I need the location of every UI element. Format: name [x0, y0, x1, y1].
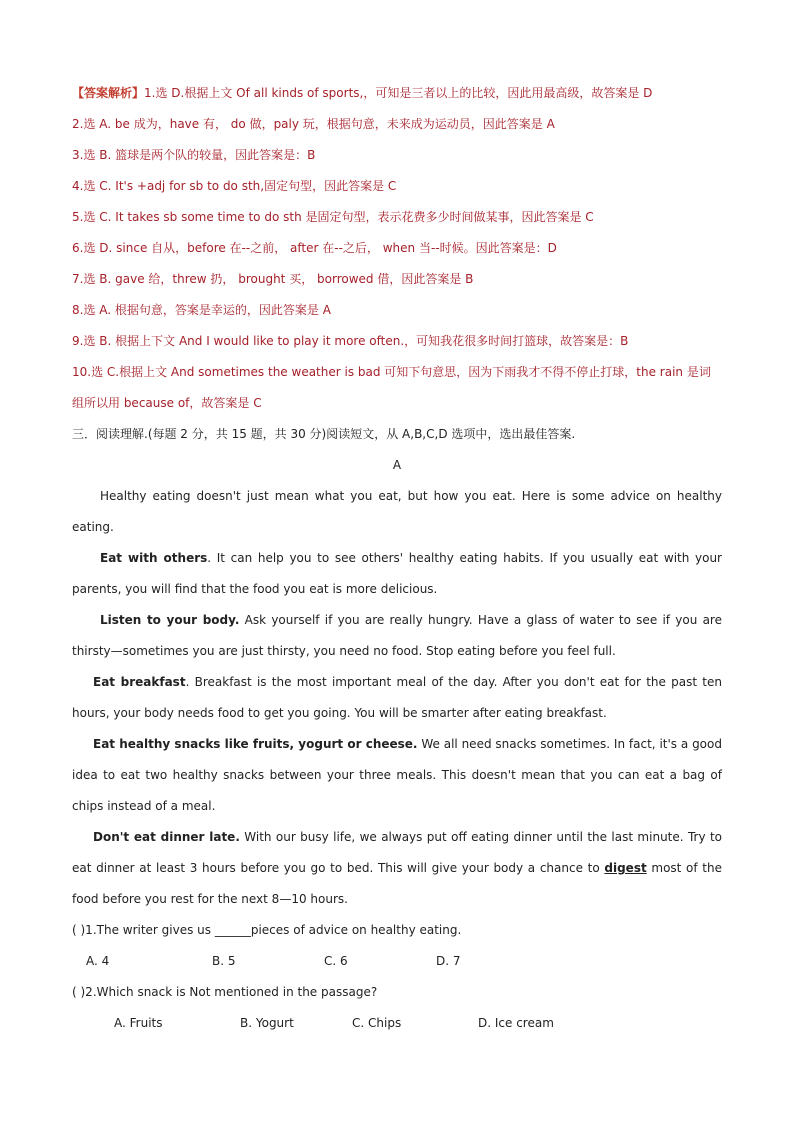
document-page [72, 78, 722, 1039]
answer-text: since 自从，before 在--之前， after 在--之后， when 当--时候。因此答案是：D [116, 241, 557, 255]
passage-paragraph [72, 667, 722, 729]
advice-heading: Don't eat dinner late. [93, 830, 240, 844]
passage-label: A [392, 458, 402, 472]
answer-line-7 [72, 264, 722, 295]
answer-line-2 [72, 109, 722, 140]
advice-heading: Listen to your body. [100, 613, 240, 627]
option-b[interactable]: B. 5 [212, 954, 236, 968]
answer-text: 1.选 D.根据上文 Of all kinds of sports,，可知是三者以上的比较，因此用最高级，故答案是 D [144, 86, 653, 100]
answer-text: It's +adj for sb to do sth,固定句型，因此答案是 C [115, 179, 397, 193]
answer-number: 3.选 B. [72, 148, 112, 162]
question-stem: ( )2.Which snack is Not mentioned in the passage? [72, 985, 378, 999]
answer-number: 8.选 A. [72, 303, 112, 317]
answer-number: 9.选 B. [72, 334, 112, 348]
advice-heading: Eat healthy snacks like fruits, yogurt or cheese. [93, 737, 418, 751]
question-options [72, 946, 722, 977]
passage-paragraph [72, 605, 722, 667]
answer-number: 2.选 A. [72, 117, 112, 131]
paragraph-text: . Breakfast is the most important meal of the day. After you don't eat for the past ten hours, your body needs food to get you going. You will be smarter after eating breakfast. [72, 675, 722, 720]
paragraph-text: We all need snacks sometimes. In fact, it's a good idea to eat two healthy snacks between your three meals. This doesn't mean that you can eat a bag of chips instead of a meal. [72, 737, 722, 813]
passage-paragraph [72, 822, 722, 915]
option-c[interactable]: C. 6 [324, 954, 348, 968]
answer-line-8 [72, 295, 722, 326]
answer-text: It takes sb some time to do sth 是固定句型，表示花费多少时间做某事，因此答案是 C [115, 210, 594, 224]
option-d[interactable]: D. 7 [436, 954, 461, 968]
answer-text: 篮球是两个队的较量，因此答案是：B [115, 148, 316, 162]
option-a[interactable]: A. Fruits [114, 1016, 163, 1030]
answer-text: gave 给，threw 扔， brought 买， borrowed 借，因此答案是 B [115, 272, 474, 286]
question-options [72, 1008, 722, 1039]
answer-line-9 [72, 326, 722, 357]
passage-paragraph [72, 729, 722, 822]
answer-number: 5.选 C. [72, 210, 112, 224]
option-b[interactable]: B. Yogurt [240, 1016, 294, 1030]
answer-number: 【答案解析】 [72, 86, 145, 100]
section-heading: 三．阅读理解.(每题 2 分，共 15 题，共 30 分)阅读短文，从 A,B,C,D 选项中，选出最佳答案. [72, 427, 576, 441]
passage-intro: Healthy eating doesn't just mean what you eat, but how you eat. Here is some advice on healthy eating. [72, 489, 722, 534]
answer-number: 6.选 D. [72, 241, 113, 255]
paragraph-text: most of the food before you rest for the next 8—10 hours. [72, 861, 722, 906]
passage-paragraph [72, 543, 722, 605]
advice-heading: Eat breakfast [93, 675, 186, 689]
answer-number: 7.选 B. [72, 272, 112, 286]
answer-number: 10.选 C. [72, 365, 120, 379]
paragraph-text: . It can help you to see others' healthy eating habits. If you usually eat with your parents, you will find that the food you eat is more delicious. [72, 551, 722, 596]
answer-line-1 [72, 78, 722, 109]
paragraph-text: Ask yourself if you are really hungry. Have a glass of water to see if you are thirsty—sometimes you are just thirsty, you need no food. Stop eating before you feel full. [72, 613, 722, 658]
answer-text: be 成为，have 有， do 做，paly 玩，根据句意，未来成为运动员，因此答案是 A [114, 117, 555, 131]
answer-line-3 [72, 140, 722, 171]
option-c[interactable]: C. Chips [352, 1016, 402, 1030]
answer-line-4 [72, 171, 722, 202]
advice-heading: Eat with others [100, 551, 208, 565]
answer-text: 根据上下文 And I would like to play it more often.，可知我花很多时间打篮球，故答案是：B [115, 334, 629, 348]
answer-text: 根据句意，答案是幸运的，因此答案是 A [114, 303, 331, 317]
paragraph-text: With our busy life, we always put off eating dinner until the last minute. Try to eat dinner at least 3 hours before you go to bed. This will give your body a chance to [72, 830, 722, 875]
answer-text: 根据上文 And sometimes the weather is bad 可知下句意思，因为下雨我才不得不停止打球，the rain 是词组所以用 because of，故答案是 C [72, 365, 711, 410]
option-d[interactable]: D. Ice cream [478, 1016, 554, 1030]
answer-line-10 [72, 357, 722, 419]
answer-line-5 [72, 202, 722, 233]
underlined-word: digest [604, 861, 647, 875]
answer-number: 4.选 C. [72, 179, 112, 193]
question-stem: ( )1.The writer gives us ______pieces of advice on healthy eating. [72, 923, 462, 937]
answer-line-6 [72, 233, 722, 264]
option-a[interactable]: A. 4 [86, 954, 110, 968]
